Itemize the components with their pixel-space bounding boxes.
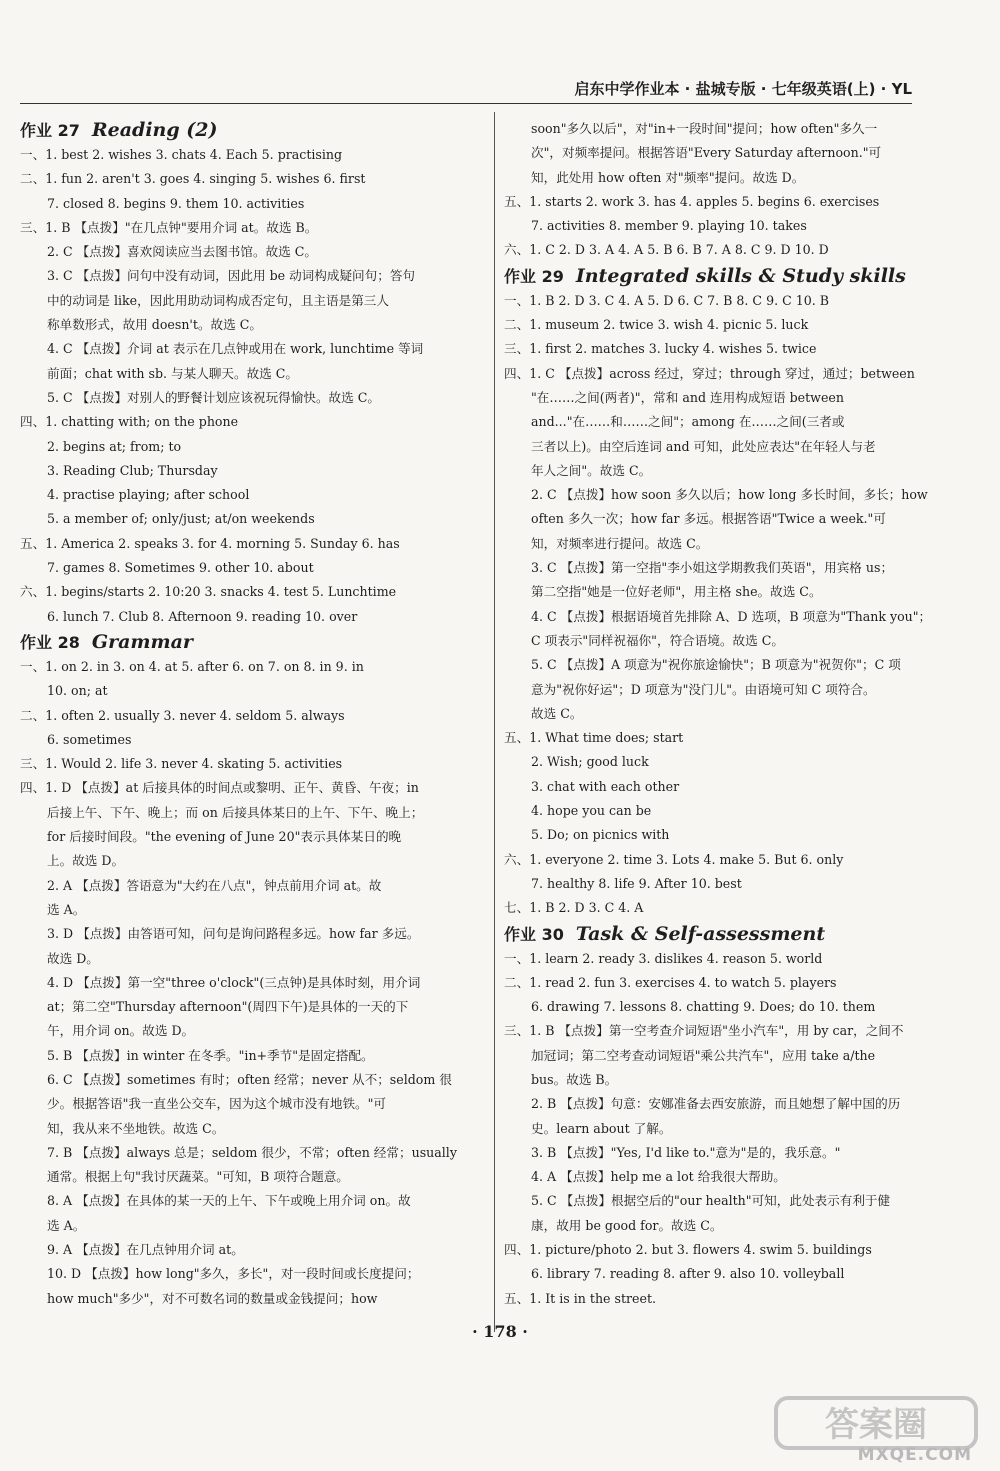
answer-line: 3. chat with each other: [531, 778, 680, 794]
answer-line: 7. games 8. Sometimes 9. other 10. about: [47, 560, 314, 576]
answer-line: 少。根据答语"我一直坐公交车，因为这个城市没有地铁。"可: [47, 1096, 387, 1112]
answer-line: 二、1. often 2. usually 3. never 4. seldom 5. always: [20, 707, 345, 723]
answer-line: 8. A 【点拨】在具体的某一天的上午、下午或晚上用介词 on。故: [47, 1193, 411, 1209]
running-header: [20, 78, 912, 104]
answer-line: 5. C 【点拨】对别人的野餐计划应该祝玩得愉快。故选 C。: [47, 389, 380, 405]
answer-line: 称单数形式，故用 doesn't。故选 C。: [47, 317, 262, 333]
answer-line: 6. lunch 7. Club 8. Afternoon 9. reading 10. over: [47, 608, 358, 624]
answer-line: often 多久一次；how far 多远。根据答语"Twice a week."可: [531, 511, 886, 527]
answer-line: 年人之间"。故选 C。: [531, 462, 652, 478]
answer-line: 5. B 【点拨】in winter 在冬季。"in+季节"是固定搭配。: [47, 1047, 374, 1063]
answer-line: at；第二空"Thursday afternoon"(周四下午)是具体的一天的下: [47, 999, 409, 1015]
answer-line: 故选 C。: [531, 705, 583, 721]
section-heading: Grammar: [91, 630, 193, 653]
answer-line: 知，我从来不坐地铁。故选 C。: [47, 1120, 225, 1136]
answer-line: 6. drawing 7. lessons 8. chatting 9. Does; do 10. them: [531, 999, 876, 1015]
section-title: [504, 921, 966, 947]
answer-line: for 后接时间段。"the evening of June 20"表示具体某日的晚: [47, 829, 402, 845]
section-label: 作业 30: [504, 924, 564, 944]
answer-line: 六、1. C 2. D 3. A 4. A 5. B 6. B 7. A 8. C 9. D 10. D: [504, 242, 829, 258]
answer-line: 2. begins at; from; to: [47, 438, 182, 454]
answer-line: 六、1. everyone 2. time 3. Lots 4. make 5. But 6. only: [504, 851, 844, 867]
answer-line: 三、1. first 2. matches 3. lucky 4. wishes 5. twice: [504, 341, 817, 357]
answer-line: 五、1. starts 2. work 3. has 4. apples 5. begins 6. exercises: [504, 193, 880, 209]
answer-line: 6. C 【点拨】sometimes 有时；often 经常；never 从不；seldom 很: [47, 1071, 452, 1087]
answer-line: 一、1. B 2. D 3. C 4. A 5. D 6. C 7. B 8. C 9. C 10. B: [504, 292, 830, 308]
answer-line: 二、1. read 2. fun 3. exercises 4. to watch 5. players: [504, 974, 837, 990]
answer-line: 知，此处用 how often 对"频率"提问。故选 D。: [531, 169, 805, 185]
answer-line: 6. sometimes: [47, 731, 132, 747]
answer-line: 五、1. It is in the street.: [504, 1290, 657, 1306]
answer-line: 次"，对频率提问。根据答语"Every Saturday afternoon."可: [531, 145, 882, 161]
section-heading: Integrated skills & Study skills: [575, 264, 906, 287]
answer-line: 4. practise playing; after school: [47, 487, 250, 503]
answer-line: how much"多少"，对不可数名词的数量或金钱提问；how: [47, 1290, 378, 1306]
answer-line: 选 A。: [47, 1217, 86, 1233]
answer-line: 4. hope you can be: [531, 803, 652, 819]
answer-line: 2. B 【点拨】句意：安娜准备去西安旅游，而且她想了解中国的历: [531, 1096, 901, 1112]
section-heading: Reading (2): [91, 119, 218, 141]
answer-line: 中的动词是 like，因此用助动词构成否定句，且主语是第三人: [47, 292, 389, 308]
answer-line: 康，故用 be good for。故选 C。: [531, 1217, 723, 1233]
answer-line: 2. C 【点拨】喜欢阅读应当去图书馆。故选 C。: [47, 244, 317, 260]
answer-line: 6. library 7. reading 8. after 9. also 10. volleyball: [531, 1266, 845, 1282]
left-column: [20, 117, 482, 1311]
answer-line: 3. B 【点拨】"Yes, I'd like to."意为"是的，我乐意。": [531, 1144, 841, 1160]
answer-line: bus。故选 B。: [531, 1071, 618, 1087]
page-number: · 178 ·: [472, 1322, 528, 1341]
answer-line: 5. a member of; only/just; at/on weekends: [47, 511, 315, 527]
answer-line: 2. C 【点拨】how soon 多久以后；how long 多长时间，多长；how: [531, 487, 928, 503]
answer-line: 4. C 【点拨】根据语境首先排除 A、D 选项，B 项意为"Thank you"；: [531, 608, 932, 624]
answer-line: 后接上午、下午、晚上；而 on 后接具体某日的上午、下午、晚上；: [47, 804, 424, 820]
section-title: [20, 629, 482, 655]
answer-line: 4. A 【点拨】help me a lot 给我很大帮助。: [531, 1169, 786, 1185]
answer-line: 四、1. C 【点拨】across 经过，穿过；through 穿过，通过；between: [504, 365, 915, 381]
answer-line: 7. closed 8. begins 9. them 10. activities: [47, 195, 305, 211]
section-heading: Task & Self-assessment: [575, 922, 826, 945]
answer-line: 五、1. What time does; start: [504, 730, 684, 746]
answer-line: "在……之间(两者)"，常和 and 连用构成短语 between: [531, 389, 844, 405]
answer-line: 10. on; at: [47, 683, 108, 699]
answer-line: 7. B 【点拨】always 总是；seldom 很少，不常；often 经常；usually: [47, 1144, 457, 1160]
answer-line: 10. D 【点拨】how long"多久，多长"，对一段时间或长度提问；: [47, 1266, 420, 1282]
section-title: [504, 263, 966, 289]
section-label: 作业 27: [20, 121, 80, 140]
right-column: [504, 117, 966, 1311]
answer-line: 二、1. fun 2. aren't 3. goes 4. singing 5. wishes 6. first: [20, 171, 366, 187]
answer-line: 七、1. B 2. D 3. C 4. A: [504, 900, 644, 916]
answer-line: 前面；chat with sb. 与某人聊天。故选 C。: [47, 365, 299, 381]
answer-line: 一、1. learn 2. ready 3. dislikes 4. reason 5. world: [504, 950, 823, 966]
answer-line: 一、1. on 2. in 3. on 4. at 5. after 6. on 7. on 8. in 9. in: [20, 658, 364, 674]
answer-line: 4. D 【点拨】第一空"three o'clock"(三点钟)是具体时刻，用介词: [47, 974, 421, 990]
answer-line: 4. C 【点拨】介词 at 表示在几点钟或用在 work, lunchtime 等词: [47, 341, 424, 357]
header-title: 启东中学作业本 · 盐城专版 · 七年级英语(上) · YL: [574, 80, 912, 98]
answer-line: 四、1. D 【点拨】at 后接具体的时间点或黎明、正午、黄昏、午夜；in: [20, 780, 419, 796]
section-label: 作业 28: [20, 632, 80, 652]
answer-line: 午，用介词 on。故选 D。: [47, 1023, 195, 1039]
answer-line: C 项表示"同样祝福你"，符合语境。故选 C。: [531, 632, 784, 648]
section-label: 作业 29: [504, 266, 564, 286]
answer-line: 5. Do; on picnics with: [531, 827, 670, 843]
answer-line: and..."在……和……之间"；among 在……之间(三者或: [531, 414, 845, 430]
answer-line: 5. C 【点拨】根据空后的"our health"可知，此处表示有利于健: [531, 1193, 891, 1209]
answer-line: 7. healthy 8. life 9. After 10. best: [531, 875, 742, 891]
answer-line: 五、1. America 2. speaks 3. for 4. morning 5. Sunday 6. has: [20, 535, 400, 551]
answer-line: 三、1. Would 2. life 3. never 4. skating 5. activities: [20, 756, 343, 772]
answer-line: 2. Wish; good luck: [531, 754, 649, 770]
answer-line: 3. C 【点拨】第一空指"李小姐这学期教我们英语"，用宾格 us；: [531, 560, 894, 576]
answer-line: 第二空指"她是一位好老师"，用主格 she。故选 C。: [531, 584, 822, 600]
answer-line: 3. C 【点拨】问句中没有动词，因此用 be 动词构成疑问句；答句: [47, 268, 416, 284]
answer-line: 三者以上)。由空后连词 and 可知，此处应表达"在年轻人与老: [531, 438, 876, 454]
answer-line: 三、1. B 【点拨】第一空考查介词短语"坐小汽车"，用 by car，之间不: [504, 1023, 904, 1039]
answer-line: 上。故选 D。: [47, 853, 125, 869]
watermark-logo-text: 答案圈: [825, 1405, 927, 1445]
answer-line: 故选 D。: [47, 950, 99, 966]
answer-line: 三、1. B 【点拨】"在几点钟"要用介词 at。故选 B。: [20, 219, 318, 235]
answer-line: 一、1. best 2. wishes 3. chats 4. Each 5. practising: [20, 147, 343, 162]
answer-line: 四、1. chatting with; on the phone: [20, 414, 239, 430]
watermark-url: MXQE.COM: [857, 1445, 972, 1465]
answer-line: 5. C 【点拨】A 项意为"祝你旅途愉快"；B 项意为"祝贺你"；C 项: [531, 657, 901, 673]
answer-line: 意为"祝你好运"；D 项意为"没门儿"。由语境可知 C 项符合。: [531, 681, 876, 697]
answer-line: 通常。根据上句"我讨厌蔬菜。"可知，B 项符合题意。: [47, 1169, 349, 1185]
answer-line: 六、1. begins/starts 2. 10:20 3. snacks 4. test 5. Lunchtime: [20, 584, 397, 600]
answer-line: 9. A 【点拨】在几点钟用介词 at。: [47, 1242, 244, 1258]
answer-line: soon"多久以后"，对"in+一段时间"提问；how often"多久一: [531, 121, 878, 136]
answer-line: 7. activities 8. member 9. playing 10. takes: [531, 218, 807, 234]
answer-line: 知，对频率进行提问。故选 C。: [531, 535, 709, 551]
column-divider: [494, 112, 495, 1332]
answer-line: 3. Reading Club; Thursday: [47, 462, 218, 478]
answer-line: 加冠词；第二空考查动词短语"乘公共汽车"，应用 take a/the: [531, 1047, 876, 1063]
answer-line: 四、1. picture/photo 2. but 3. flowers 4. swim 5. buildings: [504, 1242, 872, 1258]
answer-line: 二、1. museum 2. twice 3. wish 4. picnic 5. luck: [504, 317, 809, 333]
section-title: [20, 117, 482, 143]
answer-line: 2. A 【点拨】答语意为"大约在八点"，钟点前用介词 at。故: [47, 877, 382, 893]
answer-line: 选 A。: [47, 901, 86, 917]
answer-line: 3. D 【点拨】由答语可知，问句是询问路程多远。how far 多远。: [47, 926, 420, 942]
answer-line: 史。learn about 了解。: [531, 1120, 672, 1136]
